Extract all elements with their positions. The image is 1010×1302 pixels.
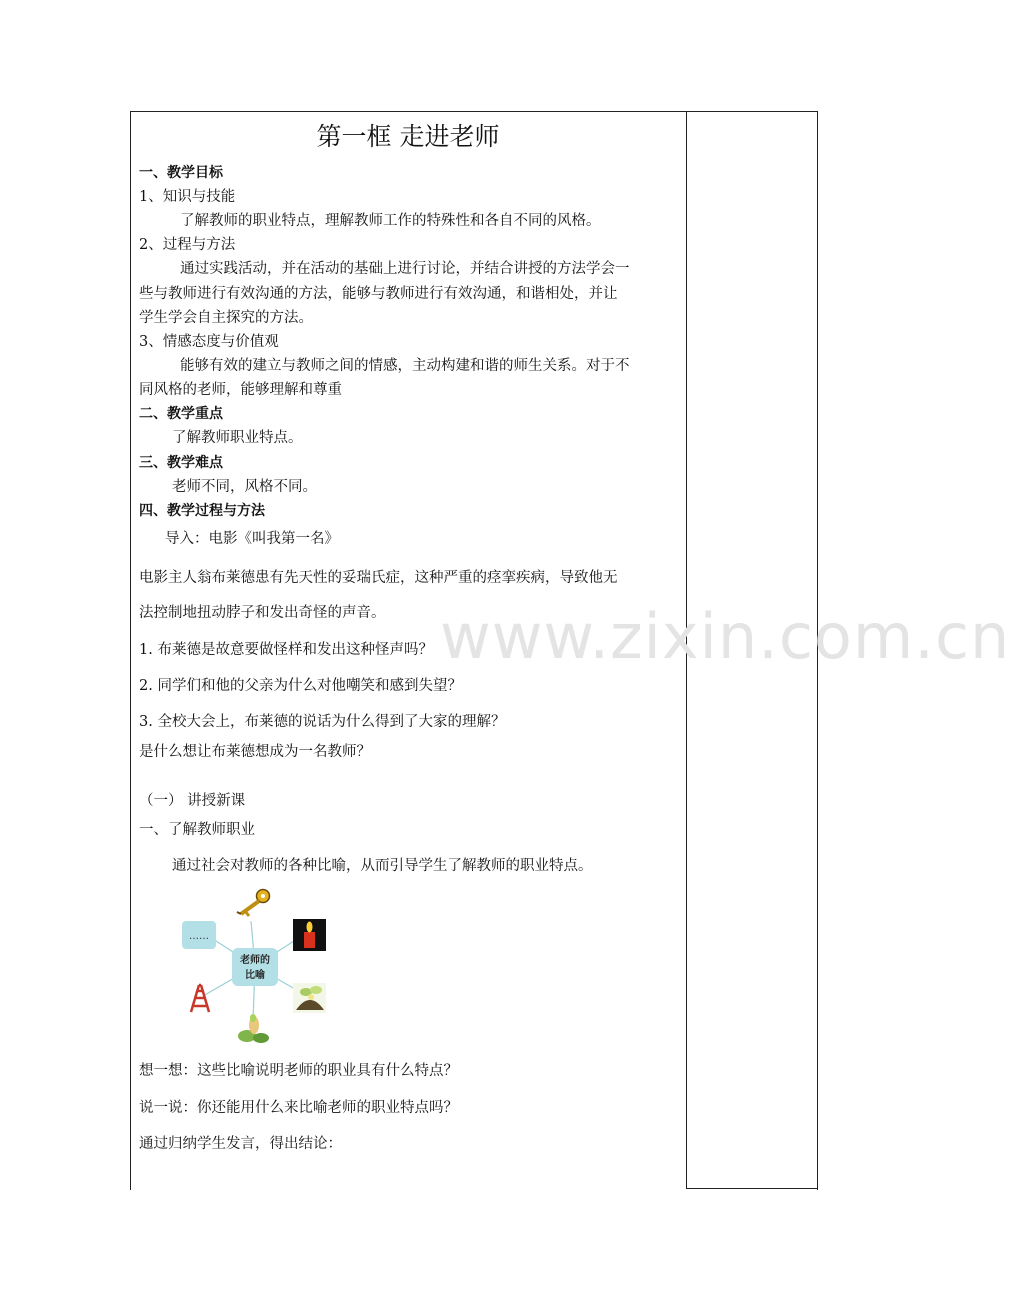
conclusion-line: 通过归纳学生发言，得出结论： xyxy=(139,1136,342,1152)
para-process-2: 些与教师进行有效沟通的方法，能够与教师进行有效沟通，和谐相处，并让 xyxy=(139,286,618,302)
question-4: 是什么想让布莱德想成为一名教师？ xyxy=(139,744,371,760)
heading-difficulties: 三、教学难点 xyxy=(139,455,223,471)
watermark: www.zixin.com.cn xyxy=(440,600,1010,673)
question-3: 3. 全校大会上，布莱德的说话为什么得到了大家的理解？ xyxy=(139,714,506,730)
center-label-2: 比喻 xyxy=(245,970,265,981)
ladder-icon xyxy=(191,985,209,1012)
seedling-icon xyxy=(238,1014,269,1043)
heading-process: 四、教学过程与方法 xyxy=(139,503,265,519)
heading-objectives: 一、教学目标 xyxy=(139,165,223,181)
para-process-1: 通过实践活动，并在活动的基础上进行讨论，并结合讲授的方法学会一 xyxy=(180,261,630,277)
say-prompt: 说一说：你还能用什么来比喻老师的职业特点吗？ xyxy=(139,1100,458,1116)
question-2: 2. 同学们和他的父亲为什么对他嘲笑和感到失望？ xyxy=(139,678,462,694)
para-process-3: 学生学会自主探究的方法。 xyxy=(139,310,313,326)
metaphor-diagram-svg xyxy=(175,886,335,1048)
para-attitude-2: 同风格的老师，能够理解和尊重 xyxy=(139,382,342,398)
sub-attitude: 3、情感态度与价值观 xyxy=(139,334,279,350)
sub-process: 2、过程与方法 xyxy=(139,237,236,253)
part-new-lesson: （一） 讲授新课 xyxy=(139,793,246,809)
para-difficulties: 老师不同，风格不同。 xyxy=(172,479,317,495)
question-1: 1. 布莱德是故意要做怪样和发出这种怪声吗？ xyxy=(139,642,433,658)
dots-label: …… xyxy=(189,931,209,942)
part-sub-heading: 一、了解教师职业 xyxy=(139,822,255,838)
sub-knowledge: 1、知识与技能 xyxy=(139,189,236,205)
intro-line: 导入：电影《叫我第一名》 xyxy=(165,531,339,547)
think-prompt: 想一想：这些比喻说明老师的职业具有什么特点？ xyxy=(139,1063,458,1079)
page-title: 第一框 走进老师 xyxy=(316,122,500,151)
heading-key-points: 二、教学重点 xyxy=(139,406,223,422)
part-intro-text: 通过社会对教师的各种比喻，从而引导学生了解教师的职业特点。 xyxy=(172,858,593,874)
center-label-1: 老师的 xyxy=(240,955,270,966)
movie-line-2: 法控制地扭动脖子和发出奇怪的声音。 xyxy=(139,605,386,621)
para-knowledge: 了解教师的职业特点，理解教师工作的特殊性和各自不同的风格。 xyxy=(180,213,601,229)
metaphor-diagram xyxy=(175,886,335,1048)
para-attitude-1: 能够有效的建立与教师之间的情感，主动构建和谐的师生关系。对于不 xyxy=(180,358,630,374)
para-key-points: 了解教师职业特点。 xyxy=(172,430,303,446)
key-icon xyxy=(237,890,270,917)
side-cell-bottom-border xyxy=(686,1188,817,1189)
candle-icon xyxy=(293,919,326,951)
flower-icon xyxy=(293,983,326,1013)
movie-line-1: 电影主人翁布莱德患有先天性的妥瑞氏症，这种严重的痉挛疾病，导致他无 xyxy=(139,570,618,586)
